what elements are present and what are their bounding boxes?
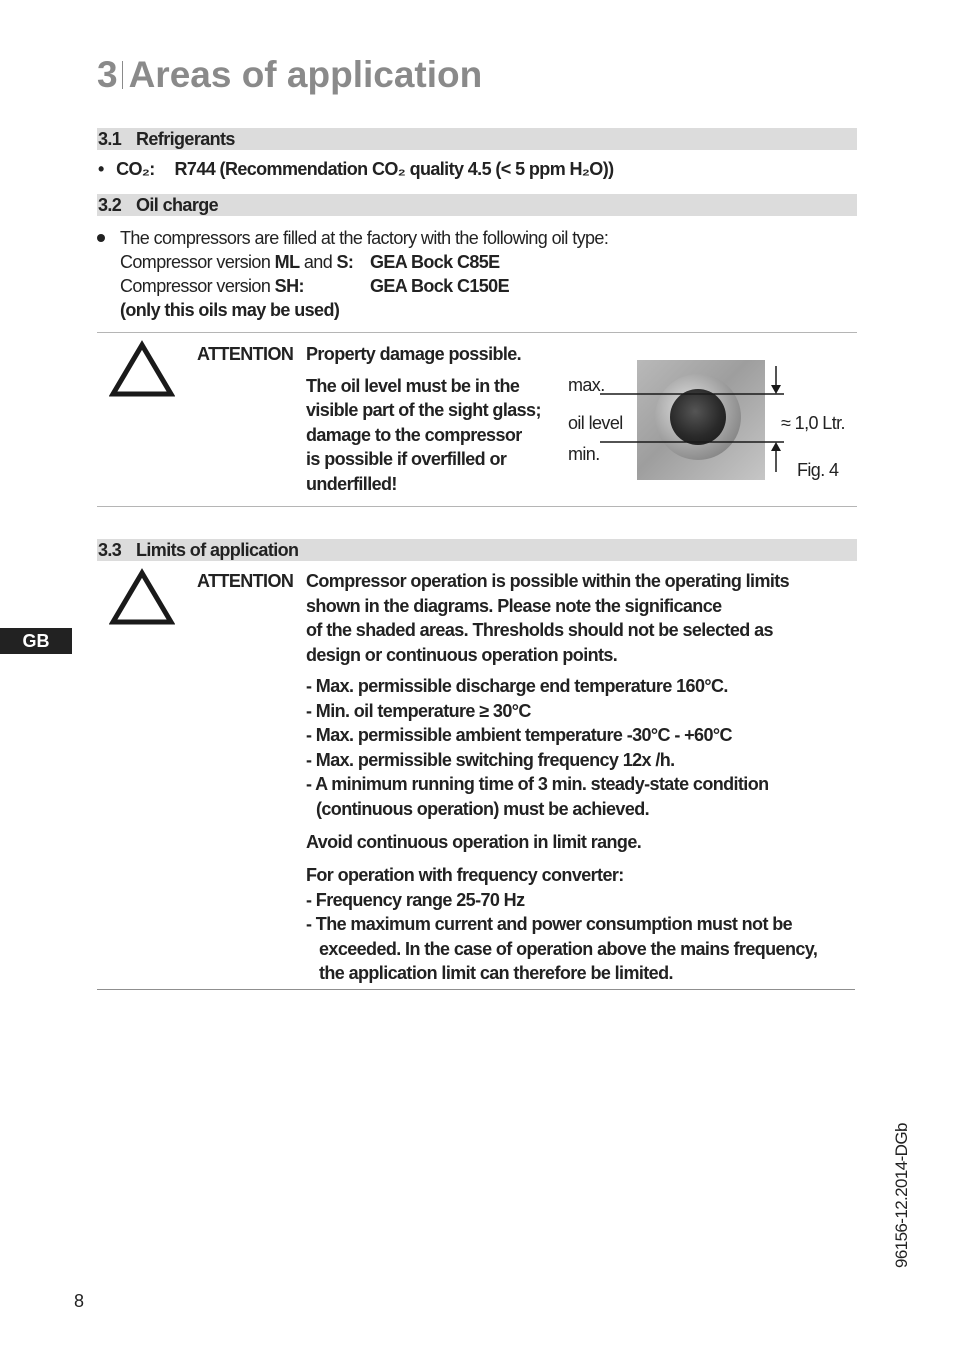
- oil-row-and: and: [303, 252, 333, 272]
- fig-caption: Fig. 4: [797, 460, 839, 480]
- limits-intro-line: of the shaded areas. Thresholds should not be selected as: [306, 620, 773, 640]
- chapter-number: 3: [97, 54, 118, 95]
- section-3-3-header: [97, 539, 857, 561]
- section-number: 3.2: [98, 195, 122, 215]
- divider: [97, 506, 857, 507]
- section-number: 3.3: [98, 540, 122, 560]
- section-title: Limits of application: [136, 540, 299, 560]
- attention-heading: Property damage possible.: [306, 344, 522, 364]
- chapter-title: Areas of application: [128, 54, 483, 95]
- oil-row-ml-s: [120, 250, 353, 274]
- limit-item: - Max. permissible switching frequency 12x /h.: [306, 750, 675, 770]
- limit-item: - Max. permissible discharge end temperature 160°C.: [306, 676, 728, 696]
- language-tab: GB: [0, 628, 72, 654]
- oil-row-prefix: Compressor version: [120, 252, 271, 272]
- section-title: Oil charge: [136, 195, 219, 215]
- version-ml: ML: [274, 252, 300, 272]
- fig-max-label: max.: [568, 375, 605, 395]
- bullet-dot: [97, 234, 105, 242]
- oil-row-prefix: Compressor version: [120, 276, 271, 296]
- attention-text-line: visible part of the sight glass;: [306, 400, 541, 420]
- section-3-1-header: [97, 128, 857, 150]
- limit-item: - Max. permissible ambient temperature -30°C - +60°C: [306, 725, 732, 745]
- fig-min-label: min.: [568, 444, 600, 464]
- page-number: 8: [74, 1291, 84, 1311]
- warning-triangle-icon: [109, 340, 175, 398]
- section-3-2-header: [97, 194, 857, 216]
- chapter-divider: [122, 61, 123, 89]
- limit-item-continued: (continuous operation) must be achieved.: [316, 799, 650, 819]
- version-s: S:: [336, 252, 354, 272]
- section-title: Refrigerants: [136, 129, 235, 149]
- bullet: •: [98, 159, 104, 179]
- section-number: 3.1: [98, 129, 122, 149]
- limits-intro-line: shown in the diagrams. Please note the significance: [306, 596, 722, 616]
- attention-text-line: The oil level must be in the: [306, 376, 520, 396]
- oil-intro: The compressors are filled at the factory with the following oil type:: [120, 228, 609, 248]
- oil-type-c85e: GEA Bock C85E: [370, 252, 500, 272]
- version-sh: SH:: [274, 276, 304, 296]
- attention-text-line: is possible if overfilled or: [306, 449, 507, 469]
- oil-row-sh: [120, 274, 304, 298]
- chapter-heading: [97, 54, 482, 96]
- refrigerant-value: R744 (Recommendation CO₂ quality 4.5 (< 5 ppm H₂O)): [174, 159, 614, 179]
- converter-item-continued: the application limit can therefore be limited.: [319, 963, 673, 983]
- limit-item: - A minimum running time of 3 min. steady-state condition: [306, 774, 769, 794]
- converter-item-continued: exceeded. In the case of operation above the mains frequency,: [319, 939, 818, 959]
- refrigerant-item: [98, 157, 614, 181]
- limits-intro-line: design or continuous operation points.: [306, 645, 618, 665]
- fig-oil-level-label: oil level: [568, 413, 623, 433]
- refrigerant-label: CO₂:: [116, 159, 155, 179]
- avoid-note: Avoid continuous operation in limit range.: [306, 832, 642, 852]
- limits-intro-line: Compressor operation is possible within the operating limits: [306, 571, 790, 591]
- converter-heading: For operation with frequency converter:: [306, 865, 624, 885]
- fig-volume-label: ≈ 1,0 Ltr.: [781, 413, 845, 433]
- attention-text-line: underfilled!: [306, 474, 397, 494]
- oil-type-c150e: GEA Bock C150E: [370, 276, 509, 296]
- converter-item: - Frequency range 25-70 Hz: [306, 890, 525, 910]
- divider: [97, 332, 857, 333]
- divider: [97, 989, 855, 990]
- converter-item: - The maximum current and power consumption must not be: [306, 914, 793, 934]
- warning-triangle-icon: [109, 568, 175, 626]
- limit-item: - Min. oil temperature ≥ 30°C: [306, 701, 531, 721]
- oil-level-markers: [600, 364, 790, 476]
- attention-label: ATTENTION: [197, 344, 294, 364]
- oil-note: (only this oils may be used): [120, 300, 340, 320]
- attention-text-line: damage to the compressor: [306, 425, 522, 445]
- attention-label: ATTENTION: [197, 571, 294, 591]
- document-code: 96156-12.2014-DGb: [892, 1123, 911, 1268]
